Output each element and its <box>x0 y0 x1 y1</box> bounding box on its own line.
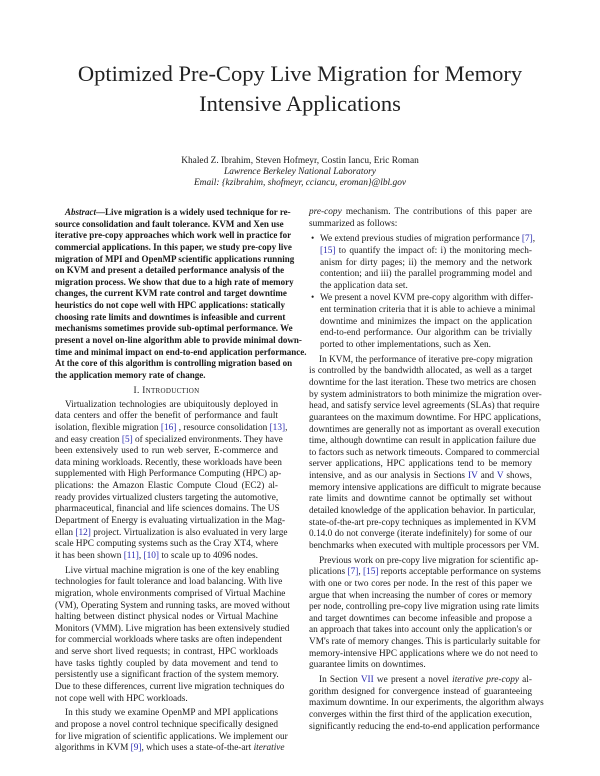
citation-link[interactable]: [15] <box>362 567 379 578</box>
paragraph-line: state-of-the-art pre-copy techniques as implemented in KVM <box>309 517 537 528</box>
paragraph-line: scale HPC computing systems such as the Cray XT4, where <box>55 539 279 550</box>
paragraph-line <box>55 434 283 447</box>
paragraph-line <box>309 567 541 579</box>
paragraph-line: memory intensive applications are difficult to migrate because <box>309 482 541 493</box>
contribution-item <box>309 293 536 351</box>
paragraph-line <box>309 471 532 483</box>
paragraph-line: plications: the Amazon Elastic Compute Cloud (EC2) al- <box>55 481 278 492</box>
title-line-1: Optimized Pre-Copy Live Migration for Memory <box>77 61 523 86</box>
bullet-line: We present a novel KVM pre-copy algorithm with differ- <box>320 293 534 304</box>
citation-link[interactable]: [11] <box>123 550 139 561</box>
bullet-icon: • <box>311 234 315 245</box>
paragraph-line: by system administrators to both minimize the migration over- <box>309 389 542 400</box>
bullet-line: anism for dirty pages; ii) the memory and the network <box>320 257 532 268</box>
author-list: Khaled Z. Ibrahim, Steven Hofmeyr, Costin Iancu, Eric Roman <box>181 156 419 166</box>
paragraph-line: Due to these differences, current live migration techniques do <box>55 681 285 692</box>
paragraph-line: and target downtimes can become infeasible and propose a <box>309 613 532 624</box>
paragraph-line: argue that when increasing the number of cores or memory <box>309 590 532 601</box>
abstract-label: Abstract <box>65 207 97 217</box>
paragraph-line: for commercial workloads where tasks are often independent <box>55 635 282 646</box>
bullet-line: contention; and iii) the parallel programming model and <box>320 269 532 280</box>
kvm-paragraph <box>309 354 542 553</box>
abstract-line: source consolidation and fault tolerance. KVM and Xen use <box>55 218 284 229</box>
paragraph-line: not cope well with HPC workloads. <box>55 693 188 704</box>
abstract-line: commercial applications. In this paper, we study pre-copy live <box>55 241 292 252</box>
text-segment: to scale up to 4096 nodes. <box>159 550 258 561</box>
paragraph-line: persistently use a significant fraction of the system memory. <box>55 670 279 681</box>
previous-work-paragraph <box>309 555 541 672</box>
contribution-list <box>309 234 536 351</box>
paragraph-line: halting between distinct physical nodes or Virtual Machine <box>55 612 278 623</box>
intro-paragraph-3 <box>55 708 288 755</box>
text-segment: reports acceptable performance on systems <box>378 567 541 578</box>
paragraph-line: ready provides virtualized clusters targeting the automotive, <box>55 492 279 503</box>
citation-link[interactable]: [10] <box>143 550 159 561</box>
citation-link[interactable]: [15] <box>320 245 336 256</box>
text-segment: project. Virtualization is also evaluated in very large <box>90 527 288 538</box>
text-segment: and <box>477 471 497 482</box>
paragraph-line: migration, whole environments comprised of Virtual Machine <box>55 588 286 599</box>
citation-link[interactable]: [13] <box>269 422 286 433</box>
section-title: Introduction <box>142 385 200 396</box>
paragraph-line: and serve short lived requests; in contrast, HPC workloads <box>55 647 278 658</box>
section-link[interactable]: VII <box>360 674 374 685</box>
text-segment: , <box>532 234 536 245</box>
section-heading-introduction <box>55 385 278 398</box>
paragraph-line: server applications, HPC applications tend to be memory <box>309 459 532 470</box>
text-segment: algorithms in KVM <box>55 743 131 754</box>
paragraph-line: significantly reducing the end-to-end application performance <box>309 721 540 732</box>
paragraph-line: detailed knowledge of the application behavior. In particular, <box>309 506 536 517</box>
paragraph-line: downtime for the last iteration. These two metrics are chosen <box>309 377 537 388</box>
paragraph-line: In KVM, the performance of iterative pre-copy migration <box>319 354 533 365</box>
bullet-line: downtime and minimizes the impact on the application <box>320 316 532 327</box>
bullet-line: ported to other implementations, such as Xen. <box>320 340 491 351</box>
paragraph-line: In this study we examine OpenMP and MPI applications <box>65 708 278 719</box>
right-column <box>309 207 544 733</box>
abstract-dash: — <box>96 207 106 217</box>
paragraph-line: pharmaceutical, financial and life sciences domains. The US <box>55 504 280 515</box>
abstract-line-text: Live migration is a widely used technique for re- <box>105 207 291 217</box>
text-segment: intensive, and as our analysis in Sections <box>309 471 469 482</box>
paragraph-line <box>309 675 532 687</box>
citation-link[interactable]: [7] <box>347 567 359 578</box>
section-link[interactable]: V <box>496 471 504 482</box>
title-line-2: Intensive Applications <box>199 91 401 116</box>
bullet-line <box>320 246 532 258</box>
paragraph-line: data mining workloads. Recently, these workloads have been <box>55 457 282 468</box>
paragraph-line: 0.14.0 do not converge (iterate indefinitely) for some of our <box>309 529 532 540</box>
paragraph-line: Virtualization technologies are ubiquitously deployed in <box>65 399 278 410</box>
citation-link[interactable]: [16] <box>160 422 177 433</box>
paragraph-line: Department of Energy is evaluating virtualization in the Mag- <box>55 516 286 527</box>
paragraph-line: VM's rate of memory changes. This is particularly suitable for <box>309 637 541 648</box>
paragraph-line: per node, controlling pre-copy live migration using rate limits <box>309 602 540 613</box>
abstract-body <box>55 218 307 382</box>
bullet-line: end-to-end performance. Our algorithm can be trivially <box>320 328 532 339</box>
text-segment: , resource consolidation <box>176 422 270 433</box>
contrib-intro-text: mechanism. The contributions of this paper are <box>341 207 532 217</box>
text-segment: We extend previous studies of migration performance <box>320 234 522 245</box>
citation-link[interactable]: [5] <box>121 434 133 445</box>
intro-paragraph-2 <box>55 565 290 706</box>
bullet-icon: • <box>311 293 315 304</box>
text-segment: , which uses a state-of-the-art <box>141 743 254 754</box>
bullet-line <box>320 234 536 246</box>
abstract-line: present a novel on-line algorithm able to provide minimal down- <box>55 335 302 346</box>
abstract-line: At the core of this algorithm is controlling migration based on <box>55 358 293 369</box>
citation-link[interactable]: [9] <box>130 743 142 754</box>
paragraph-line: an approach that takes into account only the application's or <box>309 625 532 636</box>
paragraph-line <box>55 743 285 755</box>
text-segment: plications <box>309 567 348 578</box>
paragraph-line: for live migration of scientific applications. We implement our <box>55 731 288 742</box>
paragraph-line: head, and satisfy service level agreements (SLAs) that require <box>309 401 540 412</box>
text-segment: isolation, flexible migration <box>55 422 161 433</box>
abstract-line: migration of MPI and OpenMP scientific applications running <box>55 253 295 264</box>
emphasis-term: iterative pre-copy <box>452 674 519 685</box>
paragraph-line: to factors such as network timeouts. Compared to commercial <box>309 447 540 458</box>
paragraph-line <box>55 551 278 563</box>
text-segment: to quantify the impact of: i) the monitoring mech- <box>335 245 532 256</box>
paragraph-line: guarantee limits on downtimes. <box>309 660 426 671</box>
text-segment: al- <box>519 674 532 685</box>
contrib-intro-line <box>309 207 532 219</box>
abstract-line: on KVM and present a detailed performance analysis of the <box>55 265 285 276</box>
abstract-line: migration process. We show that due to a high rate of memory <box>55 276 294 287</box>
paragraph-line: memory-intensive HPC applications where we do not need to <box>309 648 538 659</box>
paragraph-line: guarantees on the maximum downtime. For HPC applications, <box>309 412 542 423</box>
abstract-line: time and minimal impact on end-to-end application performance. <box>55 346 307 357</box>
text-segment: , <box>285 422 288 433</box>
section7-paragraph <box>309 674 544 733</box>
pre-copy-term: pre-copy <box>309 207 342 217</box>
bullet-line: ent termination criteria that it is able to achieve a minimal <box>320 305 536 316</box>
paragraph-line: with one or two cores per node. In the rest of this paper we <box>309 578 532 589</box>
text-segment: In Section <box>319 674 361 685</box>
paragraph-line: time, although downtime can result in application failure due <box>309 436 536 447</box>
paragraph-line: been extensively used to run web server, E-commerce and <box>55 446 278 457</box>
intro-paragraph-1 <box>55 399 288 563</box>
paragraph-line: have tasks tightly coupled by data movement and tend to <box>55 658 278 669</box>
text-segment: shows, <box>503 471 532 482</box>
text-segment: and easy creation <box>55 434 122 445</box>
paragraph-line: benchmarks when executed with multiple processors per VM. <box>309 540 540 551</box>
text-segment: it has been shown <box>55 550 124 561</box>
abstract-line: the application memory rate of change. <box>55 369 206 380</box>
author-email: Email: {kzibrahim, shofmeyr, cciancu, eroman}@lbl.gov <box>193 178 407 188</box>
citation-link[interactable]: [7] <box>521 234 533 245</box>
text-segment: of specialized environments. They have <box>132 434 283 445</box>
paragraph-line: gorithm designed for convergence instead of guaranteeing <box>309 686 532 697</box>
text-segment: we present a novel <box>373 674 453 685</box>
paragraph-line: rate limits and downtime cannot be optimally set without <box>309 494 532 505</box>
contrib-intro-line-2: summarized as follows: <box>309 218 398 229</box>
paragraph-line: Live virtual machine migration is one of the key enabling <box>65 565 280 576</box>
paragraph-line: (VM), Operating System and running tasks, are moved without <box>55 600 290 611</box>
section-numeral: I. <box>133 385 140 396</box>
paragraph-line: downtimes are generally not as important as overall execution <box>309 424 540 435</box>
paragraph-line <box>55 527 288 540</box>
paragraph-line <box>55 422 288 435</box>
bullet-line: the application data set. <box>320 280 408 291</box>
affiliation: Lawrence Berkeley National Laboratory <box>224 167 376 177</box>
paragraph-line: converges within the first third of the application execution, <box>309 709 532 720</box>
paragraph-line: data centers and offer the benefit of performance and fault <box>55 411 278 422</box>
abstract-line: changes, the current KVM rate control and target downtime <box>55 288 287 299</box>
paragraph-line: supplemented with High Performance Computing (HPC) ap- <box>55 469 282 480</box>
text-segment: ellan <box>55 527 76 538</box>
abstract-line: heuristics do not cope well with HPC applications: statically <box>55 300 285 311</box>
section-link[interactable]: IV <box>468 471 478 482</box>
abstract-line <box>55 207 291 219</box>
paragraph-line: technologies for fault tolerance and load balancing. With live <box>55 577 283 588</box>
contribution-item <box>309 234 536 292</box>
abstract <box>55 207 307 382</box>
text-segment: , <box>138 550 144 561</box>
left-column <box>55 207 307 755</box>
citation-link[interactable]: [12] <box>75 527 91 538</box>
text-segment: , <box>358 567 363 578</box>
emphasis-term: iterative <box>253 743 285 754</box>
paper-title <box>40 59 560 119</box>
paragraph-line: maximum downtime. In our experiments, the algorithm always <box>309 698 544 709</box>
abstract-line: mechanisms sometimes provide sub-optimal performance. We <box>55 323 293 334</box>
paragraph-line: Monitors (VMM). Live migration has been extensively studied <box>55 623 290 634</box>
paragraph-line: is controlled by the bandwidth allocated, as well as a target <box>309 366 532 377</box>
abstract-line: choosing rate limits and downtimes is infeasible and current <box>55 311 286 322</box>
paragraph-line: Previous work on pre-copy live migration for scientific ap- <box>319 555 539 566</box>
abstract-line: iterative pre-copy approaches which work well in practice for <box>55 230 292 241</box>
paragraph-line: and propose a novel control technique specifically designed <box>55 719 278 730</box>
